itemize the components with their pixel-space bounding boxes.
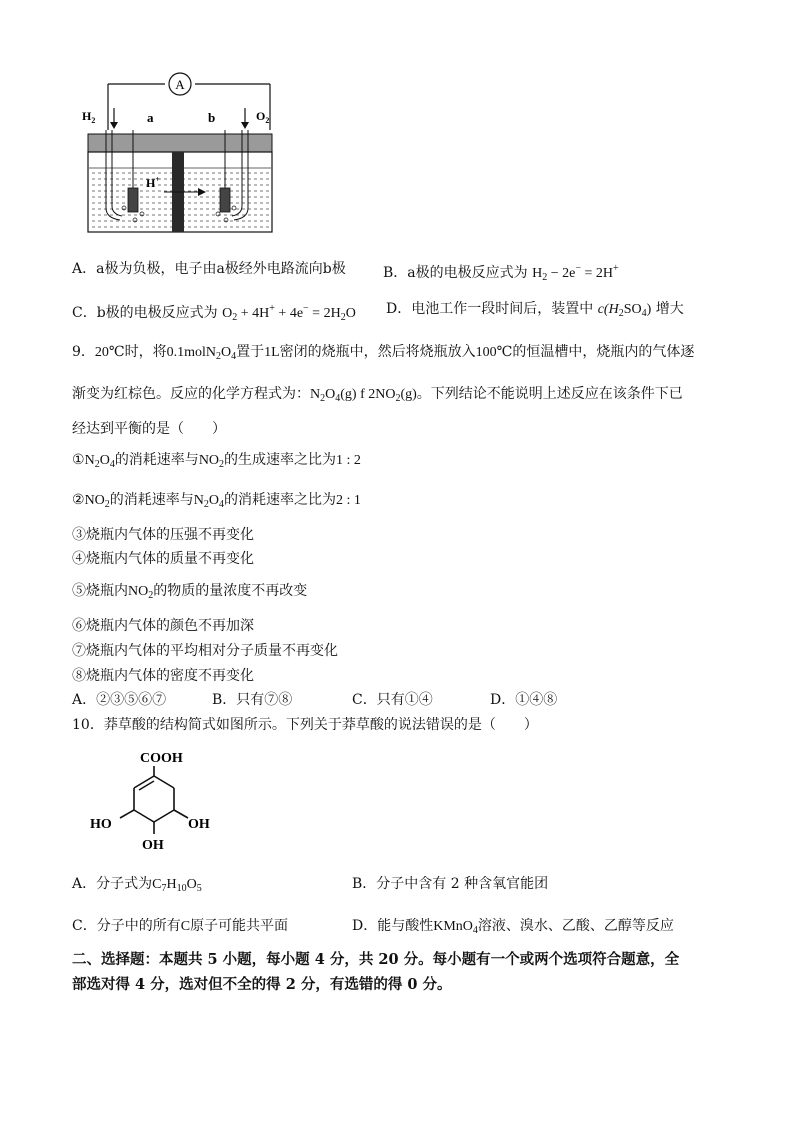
q9-statement-7: ⑦烧瓶内气体的平均相对分子质量不再变化 [72, 643, 338, 659]
q9-stem-line3: 经达到平衡的是（ ） [72, 421, 226, 437]
q10-option-a[interactable]: A．分子式为$C_7H_{10}O_5$ [72, 876, 202, 894]
q10-option-c[interactable]: C．分子中的所有C原子可能共平面 [72, 918, 289, 934]
svg-text:HO: HO [90, 817, 112, 832]
electrode-a-label: a [147, 110, 154, 125]
svg-text:OH: OH [142, 838, 164, 853]
section2-heading-line1: 二、选择题：本题共 5 小题，每小题 4 分，共 20 分。每小题有一个或两个选项符合题意，全 [72, 951, 680, 968]
ammeter-label: A [175, 77, 185, 92]
electrode-b-label: b [208, 110, 216, 125]
h-ion-label: H+ [146, 175, 160, 190]
q8-option-c[interactable]: C．b极的电极反应式为 $O_2 + 4H^+ + 4e^- = 2H_2O$ [72, 303, 356, 323]
h2-label: $H_2$ [82, 109, 96, 125]
fuel-cell-diagram [80, 68, 280, 236]
q9-statement-5: ⑤烧瓶内$NO_2$的物质的量浓度不再改变 [72, 583, 308, 601]
q9-statement-3: ③烧瓶内气体的压强不再变化 [72, 527, 254, 543]
q8-option-d[interactable]: D．电池工作一段时间后，装置中 $c(H_2SO_4)$ 增大 [386, 301, 684, 319]
shikimic-acid-structure [84, 742, 224, 854]
q9-statement-1: $①N_2O_4$的消耗速率与$NO_2$的生成速率之比为1 : 2 [72, 452, 361, 470]
svg-text:COOH: COOH [140, 751, 183, 766]
q9-option-a[interactable]: A．②③⑤⑥⑦ [72, 692, 167, 708]
q10-stem: 10．莽草酸的结构简式如图所示。下列关于莽草酸的说法错误的是（ ） [72, 717, 538, 733]
section2-heading-line2: 部选对得 4 分，选对但不全的得 2 分，有选错的得 0 分。 [72, 976, 452, 993]
q8-option-a[interactable]: A．a极为负极，电子由a极经外电路流向b极 [72, 261, 346, 277]
q8-option-b[interactable]: B．a极的电极反应式为 $H_2 - 2e^- = 2H^+$ [383, 263, 619, 283]
q9-option-b[interactable]: B．只有⑦⑧ [212, 692, 293, 708]
q9-stem-line2: 渐变为红棕色。反应的化学方程式为：$N_2O_4(g)$ f $2NO_2(g)$。下列结论不能说明上述反应在该条件下已 [72, 386, 683, 404]
q10-option-d[interactable]: D．能与酸性KMnO$_4$溶液、溴水、乙酸、乙醇等反应 [352, 918, 674, 936]
o2-label: $O_2$ [256, 109, 270, 125]
q9-statement-6: ⑥烧瓶内气体的颜色不再加深 [72, 618, 254, 634]
q9-statement-2: $②NO_2$的消耗速率与$N_2O_4$的消耗速率之比为2 : 1 [72, 492, 361, 510]
q9-option-d[interactable]: D．①④⑧ [490, 692, 558, 708]
q9-statement-8: ⑧烧瓶内气体的密度不再变化 [72, 668, 254, 684]
q9-statement-4: ④烧瓶内气体的质量不再变化 [72, 551, 254, 567]
q10-option-b[interactable]: B．分子中含有 2 种含氧官能团 [352, 876, 549, 892]
svg-text:OH: OH [188, 817, 210, 832]
q9-option-c[interactable]: C．只有①④ [352, 692, 433, 708]
q9-stem-line1: 9．20℃时，将$0.1molN_2O_4$置于1L密闭的烧瓶中，然后将烧瓶放入100℃的恒温槽中，烧瓶内的气体逐 [72, 344, 695, 362]
